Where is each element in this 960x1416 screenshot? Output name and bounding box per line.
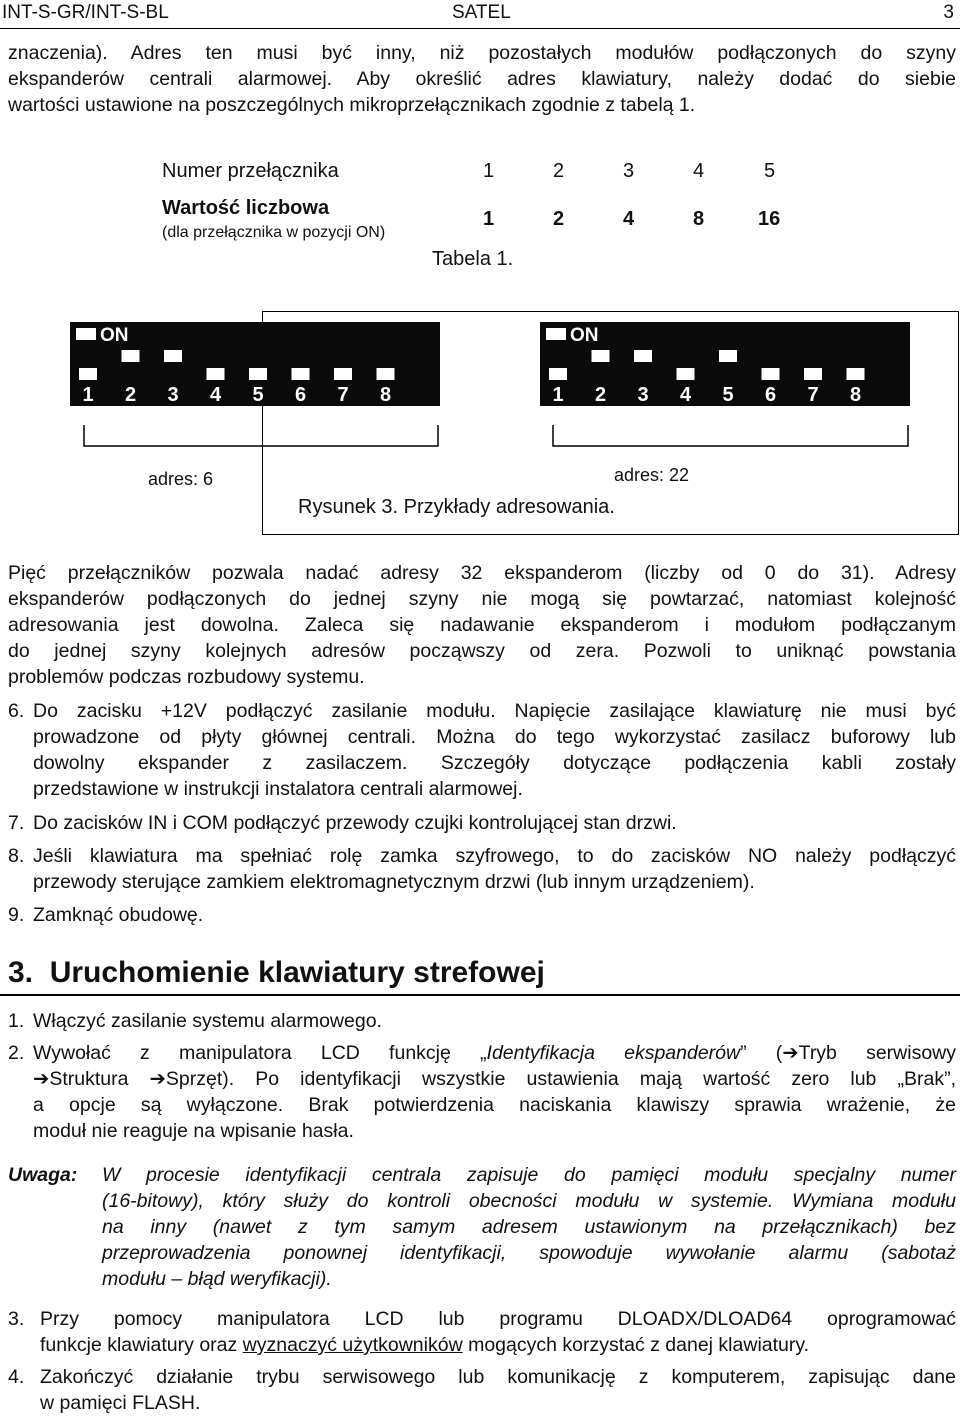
header-brand: SATEL	[452, 2, 511, 23]
switch-lever-on	[719, 350, 737, 362]
table-cell: 1	[483, 208, 495, 230]
menu-path: Tryb serwisowy	[798, 1042, 957, 1064]
switch-lever-on	[592, 350, 610, 362]
note-line: W procesie identyfikacji centrala zapisuje do pamięci modułu specjalny numer	[102, 1164, 956, 1186]
step-line: dowolny ekspander z zasilaczem. Szczegóły dotyczące podłączenia kabli zostały	[33, 752, 956, 774]
switch-lever-on	[122, 350, 140, 362]
text-run: ” (	[740, 1042, 783, 1064]
switch-number: 5	[252, 384, 264, 406]
switch-number: 5	[722, 384, 734, 406]
switch-lever-off	[549, 368, 567, 380]
text-run: mogących korzystać z danej klawiatury.	[462, 1334, 810, 1356]
switch-lever-off	[334, 368, 352, 380]
section-number: 3.	[8, 956, 34, 989]
on-marker	[546, 328, 566, 340]
table-cell: 8	[693, 208, 705, 230]
header-page-number: 3	[943, 2, 954, 23]
intro-line-1: znaczenia). Adres ten musi być inny, niż pozostałych modułów podłączonych do szyny	[8, 42, 956, 64]
switch-number: 6	[764, 384, 777, 406]
left-bracket	[84, 425, 438, 446]
switch-number: 7	[807, 384, 819, 406]
figure-caption: Rysunek 3. Przykłady adresowania.	[298, 496, 615, 518]
text-run: funkcje klawiatury oraz	[40, 1334, 243, 1356]
header-doc-id: INT-S-GR/INT-S-BL	[2, 2, 169, 23]
step-number: 7.	[8, 812, 25, 834]
step-line	[33, 1040, 956, 1066]
table-cell: 2	[553, 160, 565, 182]
users-link[interactable]: wyznaczyć użytkowników	[242, 1334, 463, 1356]
intro-line-2: ekspanderów centrali alarmowej. Aby określić adres klawiatury, należy dodać do siebie	[8, 68, 956, 90]
step-line	[40, 1332, 956, 1358]
note-line: na inny (nawet z tym samym adresem ustawionym na przełącznikach) bez	[102, 1216, 956, 1238]
switch-lever-off	[79, 368, 97, 380]
switch-lever-off	[804, 368, 822, 380]
table-cell: 4	[623, 208, 635, 230]
text-run: Wywołać z manipulatora LCD funkcję „	[33, 1042, 487, 1064]
dip-switch-right	[540, 322, 910, 406]
step-line: Do zacisków IN i COM podłączyć przewody czujki kontrolującej stan drzwi.	[33, 812, 677, 834]
table-cell: 16	[758, 208, 781, 230]
step-number: 6.	[8, 700, 25, 722]
step-line: Zamknąć obudowę.	[33, 904, 204, 926]
step-line: w pamięci FLASH.	[40, 1392, 201, 1414]
table-row1-label: Numer przełącznika	[162, 160, 339, 182]
section-divider	[0, 994, 960, 996]
switch-lever-on	[634, 350, 652, 362]
text-run: Sprzęt). Po identyfikacji wszystkie ustawienia mają wartość zero lub „Brak”,	[165, 1068, 956, 1090]
switch-lever-off	[207, 368, 225, 380]
note-line: modułu – błąd weryfikacji).	[102, 1268, 332, 1290]
function-name: Identyfikacja ekspanderów	[486, 1042, 741, 1064]
switch-number: 1	[82, 384, 94, 406]
arrow-icon: ➔	[149, 1068, 166, 1090]
switch-number: 1	[552, 384, 564, 406]
switch-number: 4	[209, 384, 222, 406]
switch-number: 4	[679, 384, 692, 406]
section-title: Uruchomienie klawiatury strefowej	[49, 956, 545, 989]
table-cell: 1	[483, 160, 495, 182]
switch-number: 6	[294, 384, 307, 406]
table-cell: 5	[764, 160, 776, 182]
note-body	[102, 1162, 956, 1292]
switch-lever-on	[164, 350, 182, 362]
step-number: 8.	[8, 845, 25, 867]
note-line: (16-bitowy), który służy do kontroli obecności modułu w systemie. Wymiana modułu	[102, 1190, 956, 1212]
step-line: moduł nie reaguje na wpisanie hasła.	[33, 1120, 354, 1142]
switch-lever-off	[847, 368, 865, 380]
para-line: adresowania jest dowolna. Zaleca się nadawanie ekspanderom i modułom podłączanym	[8, 614, 956, 636]
switch-number: 3	[637, 384, 649, 406]
arrow-icon: ➔	[33, 1068, 50, 1090]
step-number: 1.	[8, 1010, 25, 1032]
table-cell: 4	[693, 160, 705, 182]
switch-number: 2	[124, 384, 137, 406]
step-number: 4.	[8, 1366, 25, 1388]
step-line: Jeśli klawiatura ma spełniać rolę zamka szyfrowego, to do zacisków NO należy podłączyć	[33, 845, 956, 867]
arrow-icon: ➔	[782, 1042, 799, 1064]
step-line: Do zacisku +12V podłączyć zasilanie modułu. Napięcie zasilające klawiaturę nie musi być	[33, 700, 956, 722]
note-label: Uwaga:	[8, 1164, 78, 1186]
switch-lever-off	[377, 368, 395, 380]
table-cell: 3	[623, 160, 635, 182]
step-number: 2.	[8, 1042, 25, 1064]
switch-number: 8	[849, 384, 862, 406]
dip-switch-left	[70, 322, 440, 406]
step-line: Przy pomocy manipulatora LCD lub programu DLOADX/DLOAD64 oprogramować	[40, 1308, 956, 1330]
step-line	[33, 1066, 956, 1092]
step-line: Zakończyć działanie trybu serwisowego lub komunikację z komputerem, zapisując dane	[40, 1366, 956, 1388]
right-address-label: adres: 22	[614, 465, 690, 485]
step-number: 3.	[8, 1308, 25, 1330]
right-bracket	[553, 425, 908, 446]
step-line: przedstawione w instrukcji instalatora centrali alarmowej.	[33, 778, 523, 800]
table-row2-label: Wartość liczbowa	[162, 197, 330, 219]
step-line: przewody sterujące zamkiem elektromagnetycznym drzwi (lub innym urządzeniem).	[33, 871, 755, 893]
switch-lever-off	[292, 368, 310, 380]
left-address-label: adres: 6	[148, 469, 214, 489]
on-label: ON	[100, 325, 129, 346]
step-line: Włączyć zasilanie systemu alarmowego.	[33, 1010, 382, 1032]
para-line: problemów podczas rozbudowy systemu.	[8, 666, 365, 688]
switch-lever-off	[762, 368, 780, 380]
para-line: do jednej szyny kolejnych adresów począwszy od zera. Pozwoli to uniknąć powstania	[8, 640, 956, 662]
step-line: a opcje są wyłączone. Brak potwierdzenia naciskania klawiszy sprawia wrażenie, że	[33, 1094, 956, 1116]
note-line: przeprowadzenia ponownej identyfikacji, spowoduje wywołanie alarmu (sabotaż	[102, 1242, 956, 1264]
switch-lever-off	[249, 368, 267, 380]
section-heading	[8, 955, 545, 991]
menu-path: Struktura	[49, 1068, 150, 1090]
switch-number: 7	[337, 384, 349, 406]
intro-line-3: wartości ustawione na poszczególnych mikroprzełącznikach zgodnie z tabelą 1.	[8, 94, 696, 116]
switch-number: 2	[594, 384, 607, 406]
switch-number: 3	[167, 384, 179, 406]
switch-lever-off	[677, 368, 695, 380]
dip-switch-figure	[0, 0, 960, 560]
step-number: 9.	[8, 904, 25, 926]
table-row2-sublabel: (dla przełącznika w pozycji ON)	[162, 224, 386, 241]
para-line: Pięć przełączników pozwala nadać adresy 32 ekspanderom (liczby od 0 do 31). Adresy	[8, 562, 956, 584]
switch-number: 8	[379, 384, 392, 406]
table-cell: 2	[553, 208, 565, 230]
para-line: ekspanderów podłączonych do jednej szyny nie mogą się powtarzać, natomiast kolejność	[8, 588, 956, 610]
table-caption: Tabela 1.	[432, 248, 514, 270]
step-line: prowadzone od płyty głównej centrali. Można do tego wykorzystać zasilacz buforowy lub	[33, 726, 956, 748]
on-label: ON	[570, 325, 599, 346]
on-marker	[76, 328, 96, 340]
